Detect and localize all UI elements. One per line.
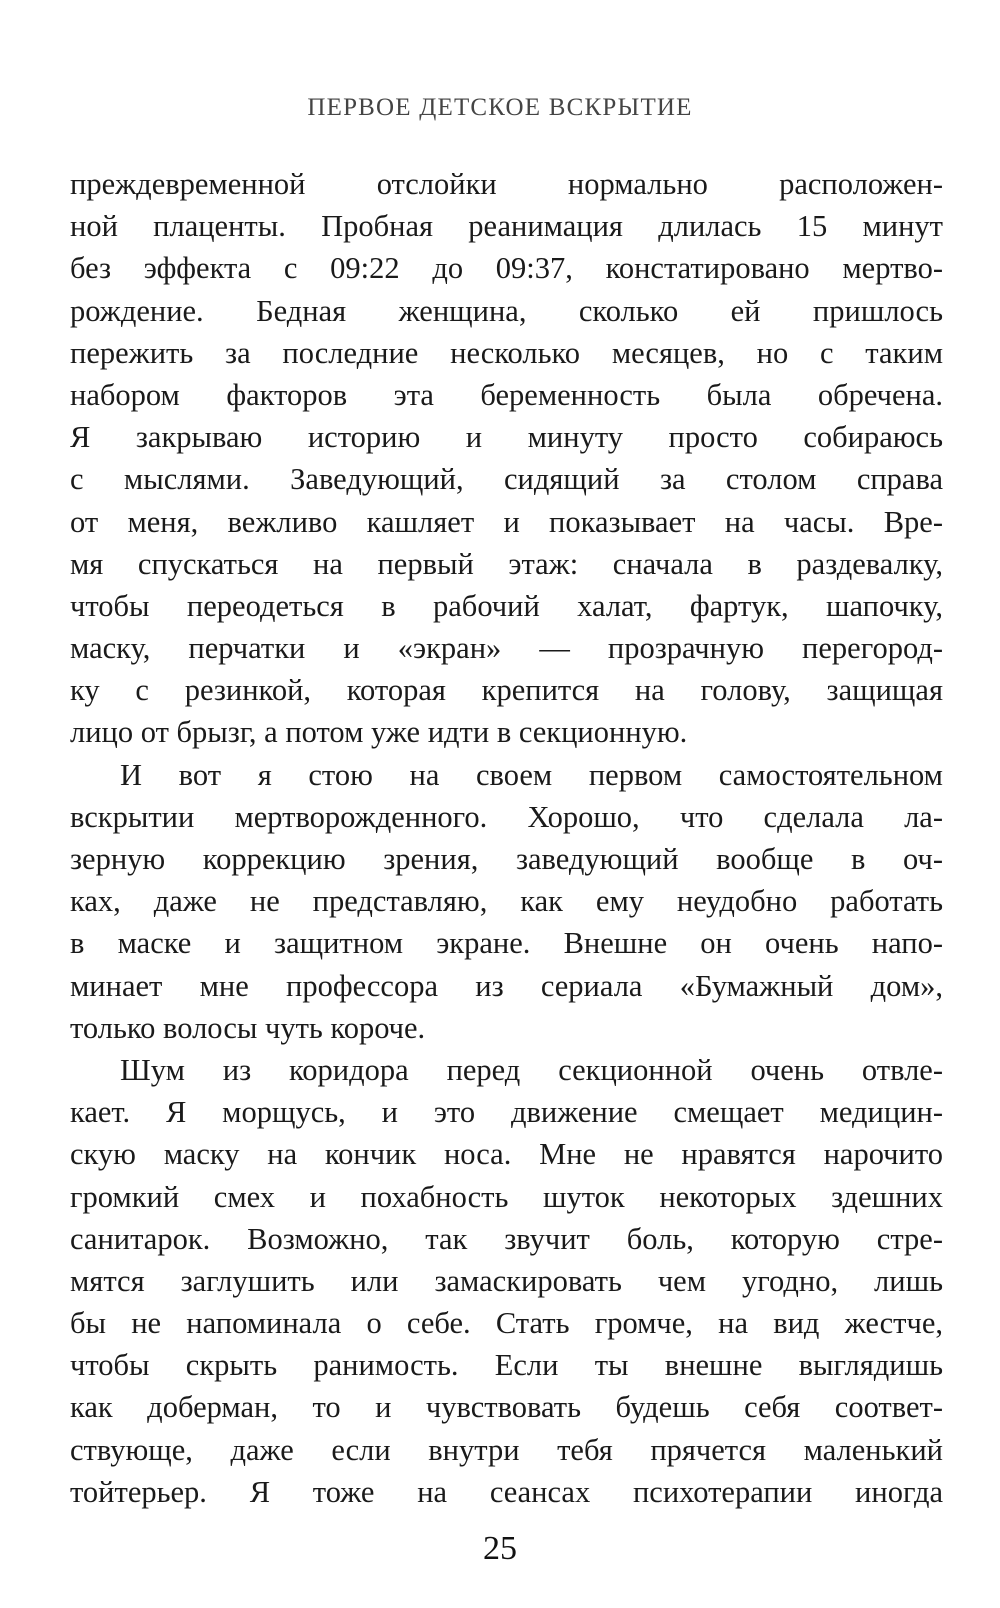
text-line: санитарок. Возможно, так звучит боль, которую стре- (70, 1221, 943, 1256)
text-line: преждевременной отслойки нормально расположен- (70, 167, 943, 201)
text-line: в маске и защитном экране. Внешне он очень напо- (70, 926, 943, 961)
text-line: ку с резинкой, которая крепится на голову, защищая (70, 673, 943, 708)
text-line: бы не напоминала о себе. Стать громче, на вид жестче, (70, 1306, 943, 1341)
text-line: ствующе, даже если внутри тебя прячется маленький (70, 1432, 943, 1467)
text-line: Шум из коридора перед секционной очень отвле- (120, 1052, 943, 1087)
page-number: 25 (483, 1530, 517, 1567)
text-line: пережить за последние несколько месяцев, но с таким (70, 335, 943, 370)
text-line: И вот я стою на своем первом самостоятельном (120, 757, 943, 792)
text-line: мя спускаться на первый этаж: сначала в раздевалку, (70, 546, 943, 581)
text-line: зерную коррекцию зрения, заведующий вообще в оч- (70, 842, 943, 876)
text-line: громкий смех и похабность шуток некоторых здешних (70, 1179, 943, 1214)
text-line: чтобы переодеться в рабочий халат, фартук, шапочку, (70, 588, 943, 623)
paragraph-1 (70, 163, 943, 754)
text-line: ной плаценты. Пробная реанимация длилась 15 минут (70, 209, 943, 244)
text-line: рождение. Бедная женщина, сколько ей пришлось (70, 293, 943, 328)
text-line: от меня, вежливо кашляет и показывает на часы. Вре- (70, 504, 943, 539)
text-line: без эффекта с 09:22 до 09:37, констатировано мертво- (70, 251, 943, 286)
text-line: только волосы чуть короче. (70, 1010, 426, 1045)
text-line: вскрытии мертворожденного. Хорошо, что сделала ла- (70, 799, 943, 834)
text-line: набором факторов эта беременность была обречена. (70, 377, 943, 412)
body-text (70, 163, 943, 1513)
paragraph-2 (70, 754, 943, 1049)
paragraph-3 (70, 1049, 943, 1513)
text-line: тойтерьер. Я тоже на сеансах психотерапии иногда (70, 1474, 943, 1509)
text-line: Я закрываю историю и минуту просто собираюсь (70, 420, 943, 455)
text-line: кает. Я морщусь, и это движение смещает медицин- (70, 1095, 943, 1130)
text-line: ках, даже не представляю, как ему неудобно работать (70, 884, 943, 919)
text-line: с мыслями. Заведующий, сидящий за столом справа (70, 462, 943, 497)
text-line: маску, перчатки и «экран» — прозрачную перегород- (70, 631, 943, 666)
text-line: скую маску на кончик носа. Мне не нравятся нарочито (70, 1137, 943, 1172)
text-line: как доберман, то и чувствовать будешь себя соответ- (70, 1390, 943, 1425)
text-line: мятся заглушить или замаскировать чем угодно, лишь (70, 1263, 943, 1298)
text-line: минает мне профессора из сериала «Бумажный дом», (70, 968, 943, 1003)
text-line: лицо от брызг, а потом уже идти в секционную. (70, 715, 688, 750)
running-head: ПЕРВОЕ ДЕТСКОЕ ВСКРЫТИЕ (307, 94, 693, 121)
text-line: чтобы скрыть ранимость. Если ты внешне выглядишь (70, 1348, 943, 1383)
